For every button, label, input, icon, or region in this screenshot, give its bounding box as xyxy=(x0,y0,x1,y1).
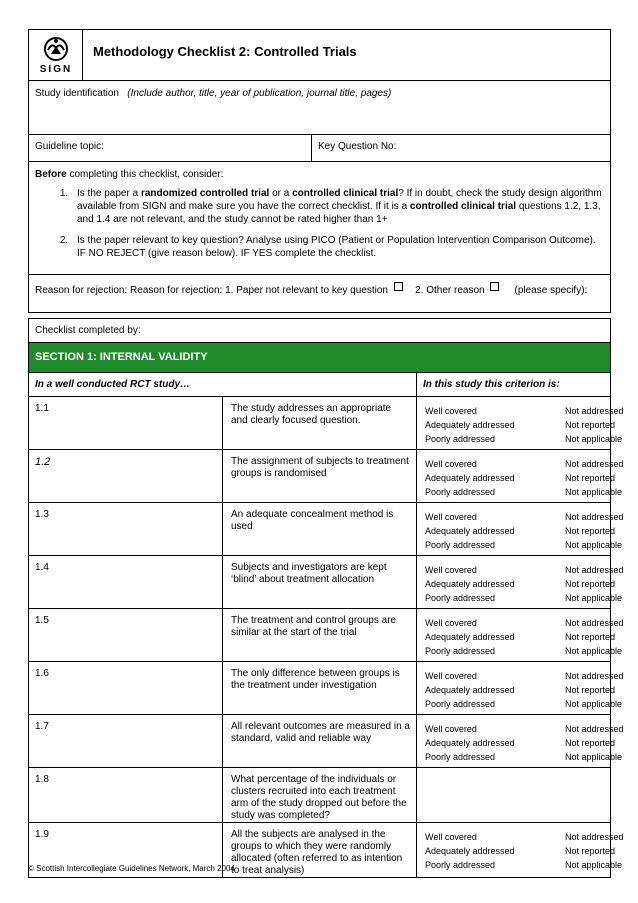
key-question-label: Key Question No: xyxy=(318,141,397,152)
options-grid xyxy=(425,831,624,871)
option-poorly-addressed[interactable]: Poorly addressed xyxy=(425,860,496,870)
topic-table xyxy=(28,135,611,162)
option-not-applicable[interactable]: Not applicable xyxy=(565,434,623,444)
option-not-reported[interactable]: Not reported xyxy=(565,420,616,430)
instruction-1-part-c: or a xyxy=(269,187,293,199)
instructions-block xyxy=(28,162,611,275)
option-poorly-addressed[interactable]: Poorly addressed xyxy=(425,593,496,603)
instructions-intro xyxy=(35,168,604,181)
criteria-text: The only difference between groups is the treatment under investigation xyxy=(223,662,417,715)
study-identification-field[interactable] xyxy=(28,81,611,135)
options-grid xyxy=(425,511,624,551)
instruction-1-part-g: questions 1.2, 1.3, and 1.4 are not relevant, and the study cannot be rated higher than 1+ xyxy=(77,200,601,225)
option-poorly-addressed[interactable]: Poorly addressed xyxy=(425,540,496,550)
option-well-covered[interactable]: Well covered xyxy=(425,512,477,522)
option-not-applicable[interactable]: Not applicable xyxy=(565,646,623,656)
option-adequately-addressed[interactable]: Adequately addressed xyxy=(425,420,515,430)
options-grid xyxy=(425,458,624,498)
option-not-addressed[interactable]: Not addressed xyxy=(565,618,624,628)
header-table xyxy=(28,29,611,81)
option-adequately-addressed[interactable]: Adequately addressed xyxy=(425,632,515,642)
instruction-1-cct-2: controlled clinical trial xyxy=(409,200,517,212)
criteria-text: The treatment and control groups are similar at the start of the trial xyxy=(223,609,417,662)
options-grid xyxy=(425,617,624,657)
criteria-row xyxy=(29,662,611,715)
instruction-1-part-e: ? If in doubt, check the study design algorithm available from SIGN and make sure you have the correct checklist. If it is a xyxy=(77,187,602,212)
guideline-topic-label: Guideline topic: xyxy=(35,141,104,152)
options-grid xyxy=(425,405,624,445)
criteria-text: An adequate concealment method is used xyxy=(223,503,417,556)
option-not-reported[interactable]: Not reported xyxy=(565,685,616,695)
option-well-covered[interactable]: Well covered xyxy=(425,618,477,628)
criteria-number: 1.1 xyxy=(29,397,223,450)
criteria-options xyxy=(417,823,624,878)
option-not-applicable[interactable]: Not applicable xyxy=(565,487,623,497)
criteria-body xyxy=(29,397,624,878)
checklist-page xyxy=(28,29,624,878)
option-adequately-addressed[interactable]: Adequately addressed xyxy=(425,473,515,483)
criteria-row xyxy=(29,715,611,768)
logo-text: SIGN xyxy=(39,64,73,75)
option-well-covered[interactable]: Well covered xyxy=(425,832,477,842)
criteria-text: All the subjects are analysed in the groups to which they were randomly allocated (often referred to as intention to treat analysis) xyxy=(223,823,417,878)
option-adequately-addressed[interactable]: Adequately addressed xyxy=(425,526,515,536)
page-title: Methodology Checklist 2: Controlled Trials xyxy=(93,44,357,59)
guideline-topic-field[interactable] xyxy=(29,135,312,161)
option-adequately-addressed[interactable]: Adequately addressed xyxy=(425,738,515,748)
options-grid xyxy=(425,564,624,604)
criteria-text: The study addresses an appropriate and clearly focused question. xyxy=(223,397,417,450)
option-poorly-addressed[interactable]: Poorly addressed xyxy=(425,752,496,762)
criteria-col-right: In this study this criterion is: xyxy=(417,373,611,397)
options-grid xyxy=(425,723,624,763)
instruction-1-part-a: Is the paper a xyxy=(77,187,141,199)
study-identification-hint: (Include author, title, year of publication, journal title, pages) xyxy=(127,88,392,99)
option-not-applicable[interactable]: Not applicable xyxy=(565,540,623,550)
option-well-covered[interactable]: Well covered xyxy=(425,565,477,575)
logo-cell xyxy=(29,30,83,81)
criteria-text: The assignment of subjects to treatment groups is randomised xyxy=(223,450,417,503)
criteria-options xyxy=(417,609,624,662)
instructions-intro-bold: Before xyxy=(35,168,67,180)
option-not-addressed[interactable]: Not addressed xyxy=(565,406,624,416)
criteria-options xyxy=(417,397,624,450)
option-not-reported[interactable]: Not reported xyxy=(565,738,616,748)
criteria-number: 1.7 xyxy=(29,715,223,768)
option-not-addressed[interactable]: Not addressed xyxy=(565,671,624,681)
criteria-text: Subjects and investigators are kept ‘blind’ about treatment allocation xyxy=(223,556,417,609)
option-not-addressed[interactable]: Not addressed xyxy=(565,724,624,734)
criteria-text: All relevant outcomes are measured in a standard, valid and reliable way xyxy=(223,715,417,768)
option-well-covered[interactable]: Well covered xyxy=(425,724,477,734)
option-adequately-addressed[interactable]: Adequately addressed xyxy=(425,579,515,589)
criteria-options xyxy=(417,556,624,609)
footer-copyright: © Scottish Intercollegiate Guidelines Network, March 2004 xyxy=(28,864,235,873)
option-not-applicable[interactable]: Not applicable xyxy=(565,860,623,870)
criteria-number: 1.9 xyxy=(29,823,223,878)
option-not-addressed[interactable]: Not addressed xyxy=(565,459,624,469)
option-not-addressed[interactable]: Not addressed xyxy=(565,512,624,522)
key-question-field[interactable] xyxy=(312,135,611,161)
option-adequately-addressed[interactable]: Adequately addressed xyxy=(425,846,515,856)
sign-logo-icon xyxy=(42,36,70,62)
criteria-number: 1.8 xyxy=(29,768,223,823)
option-poorly-addressed[interactable]: Poorly addressed xyxy=(425,487,496,497)
criteria-options xyxy=(417,450,624,503)
rejection-text: Reason for rejection: Reason for rejection: 1. Paper not relevant to key question xyxy=(35,284,388,296)
option-adequately-addressed[interactable]: Adequately addressed xyxy=(425,685,515,695)
completed-by-label: Checklist completed by: xyxy=(35,324,141,336)
criteria-options xyxy=(417,662,624,715)
completed-by-field[interactable] xyxy=(28,318,611,343)
criteria-number: 1.5 xyxy=(29,609,223,662)
option-poorly-addressed[interactable]: Poorly addressed xyxy=(425,646,496,656)
study-identification-label: Study identification xyxy=(35,88,119,99)
criteria-text: What percentage of the individuals or clusters recruited into each treatment arm of the study dropped out before the study was completed? xyxy=(223,768,417,823)
option-poorly-addressed[interactable]: Poorly addressed xyxy=(425,699,496,709)
dropout-answer-field[interactable] xyxy=(417,768,611,823)
option-well-covered[interactable]: Well covered xyxy=(425,671,477,681)
option-poorly-addressed[interactable]: Poorly addressed xyxy=(425,434,496,444)
criteria-row xyxy=(29,768,611,823)
option-not-reported[interactable]: Not reported xyxy=(565,579,616,589)
instruction-1-rct: randomized controlled trial xyxy=(140,187,270,199)
other-reason-checkbox[interactable] xyxy=(490,282,499,291)
criteria-row xyxy=(29,556,611,609)
section-1-header: SECTION 1: INTERNAL VALIDITY xyxy=(28,343,611,373)
criteria-row xyxy=(29,503,611,556)
criteria-options xyxy=(417,503,624,556)
instruction-item-1 xyxy=(71,187,604,226)
instructions-intro-text: completing this checklist, consider: xyxy=(66,168,224,180)
other-reason-label: 2. Other reason xyxy=(415,284,485,296)
criteria-number: 1.6 xyxy=(29,662,223,715)
title-cell xyxy=(83,30,611,81)
rejection-block xyxy=(28,275,611,313)
options-grid xyxy=(425,670,624,710)
option-not-reported[interactable]: Not reported xyxy=(565,632,616,642)
option-not-addressed[interactable]: Not addressed xyxy=(565,565,624,575)
option-not-applicable[interactable]: Not applicable xyxy=(565,593,623,603)
criteria-table xyxy=(28,373,624,879)
option-well-covered[interactable]: Well covered xyxy=(425,406,477,416)
criteria-number: 1.3 xyxy=(29,503,223,556)
instruction-item-2: 2. Is the paper relevant to key question? Analyse using PICO (Patient or Population Intervention Comparison Outcome). IF NO REJECT (give reason below). IF YES complete the checklist. xyxy=(71,234,604,260)
option-not-applicable[interactable]: Not applicable xyxy=(565,752,623,762)
option-not-reported[interactable]: Not reported xyxy=(565,473,616,483)
criteria-options xyxy=(417,715,624,768)
option-not-reported[interactable]: Not reported xyxy=(565,846,616,856)
option-well-covered[interactable]: Well covered xyxy=(425,459,477,469)
instruction-1-cct: controlled clinical trial xyxy=(292,187,399,199)
not-relevant-checkbox[interactable] xyxy=(394,282,403,291)
criteria-number: 1.2 xyxy=(29,450,223,503)
option-not-applicable[interactable]: Not applicable xyxy=(565,699,623,709)
instructions-list xyxy=(35,187,604,260)
criteria-number: 1.4 xyxy=(29,556,223,609)
criteria-row xyxy=(29,450,611,503)
criteria-col-left: In a well conducted RCT study… xyxy=(29,373,417,397)
please-specify-label: (please specify): xyxy=(514,284,588,296)
criteria-row xyxy=(29,397,611,450)
criteria-row xyxy=(29,609,611,662)
option-not-addressed[interactable]: Not addressed xyxy=(565,832,624,842)
option-not-reported[interactable]: Not reported xyxy=(565,526,616,536)
